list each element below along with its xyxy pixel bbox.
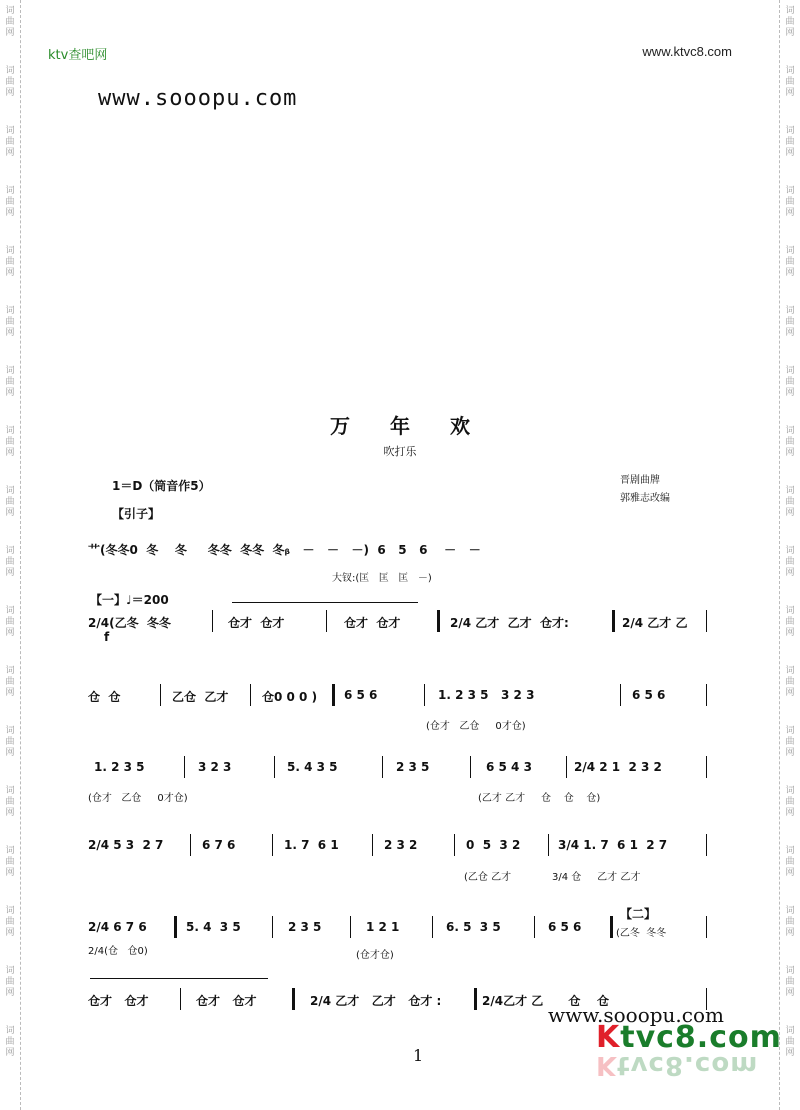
barline [620, 684, 621, 706]
score-row-5-percussion-a: (乙仓 乙才 [464, 872, 512, 883]
side-watermark-text: 词 曲 网 [785, 546, 795, 578]
side-watermark-text: 词 曲 网 [5, 846, 15, 878]
side-watermark-text: 词 曲 网 [5, 246, 15, 278]
side-watermark-text: 词 曲 网 [5, 666, 15, 698]
score-row-5-f: 3/4 1. 7 6 1 2 7 [558, 838, 668, 852]
barline-double [610, 916, 613, 938]
side-watermark-text: 词 曲 网 [785, 966, 795, 998]
score-row-6-b: 5. 4 3 5 [186, 920, 241, 934]
side-watermark-text: 词 曲 网 [785, 486, 795, 518]
side-watermark-text: 词 曲 网 [5, 306, 15, 338]
score-row-6-e: 6. 5 3 5 [446, 920, 501, 934]
score-row-4-c: 5. 4 3 5 [287, 760, 338, 774]
score-row-4-percussion-b: (乙才 乙才 仓 仓 仓) [478, 793, 601, 804]
score-row-3-percussion: (仓才 乙仓 0才仓) [426, 721, 526, 732]
barline [212, 610, 213, 632]
score-row-7-d: 2/4乙才 乙 仓 仓 [482, 994, 610, 1008]
barline [432, 916, 433, 938]
score-row-3-a: 仓 仓 [88, 690, 121, 704]
score-row-3-d: 6 5 6 [344, 688, 378, 702]
score-row-7-b: 仓才 仓才 [196, 994, 257, 1008]
score-row-6-a: 2/4 6 7 6 [88, 920, 147, 934]
side-watermark-text: 词 曲 网 [785, 6, 795, 38]
score-row-7-c: 2/4 乙才 乙才 仓才 : [310, 994, 442, 1008]
side-watermark-text: 词 曲 网 [785, 126, 795, 158]
side-watermark-text: 词 曲 网 [5, 606, 15, 638]
score-row-6-percussion-c: (仓才仓) [356, 950, 394, 961]
score-row-1: 艹(冬冬0 冬 冬 冬冬 冬冬 冬ᵦ － － －) 6 5 6 － － [88, 543, 481, 557]
side-watermark-text: 词 曲 网 [5, 726, 15, 758]
side-watermark-text: 词 曲 网 [785, 66, 795, 98]
header-url[interactable]: www.ktvc8.com [642, 44, 732, 59]
slur-line [232, 602, 418, 603]
score-row-2-b: 仓才 仓才 [228, 616, 285, 630]
side-watermark-text: 词 曲 网 [785, 366, 795, 398]
barline [350, 916, 351, 938]
barline [706, 916, 707, 938]
page-title: 万年欢 [330, 414, 510, 438]
barline [548, 834, 549, 856]
barline [424, 684, 425, 706]
side-watermark-text: 词 曲 网 [785, 246, 795, 278]
barline [272, 916, 273, 938]
barline [706, 610, 707, 632]
side-watermark-text: 词 曲 网 [785, 906, 795, 938]
barline [160, 684, 161, 706]
score-row-4-f: 2/4 2 1 2 3 2 [574, 760, 662, 774]
score-row-2-c: 仓才 仓才 [344, 616, 401, 630]
side-watermark-text: 词 曲 网 [5, 1026, 15, 1058]
repeat-barline [612, 610, 615, 632]
side-watermark-text: 词 曲 网 [785, 186, 795, 218]
barline [190, 834, 191, 856]
barline [454, 834, 455, 856]
side-watermark-text: 词 曲 网 [5, 546, 15, 578]
side-watermark-text: 词 曲 网 [785, 306, 795, 338]
score-row-4-d: 2 3 5 [396, 760, 430, 774]
score-row-2-a: 2/4(乙冬 冬冬 [88, 616, 171, 630]
ktvc8-logo-reflection: Ktvc8.com [596, 1050, 759, 1080]
score-row-4-e: 6 5 4 3 [486, 760, 532, 774]
side-watermark-text: 词 曲 网 [5, 66, 15, 98]
barline [566, 756, 567, 778]
barline [326, 610, 327, 632]
score-row-3-c: 仓0 0 0 ) [262, 690, 318, 704]
score-row-5-e: 0 5 3 2 [466, 838, 521, 852]
barline [706, 834, 707, 856]
barline-double [174, 916, 177, 938]
side-watermark-text: 词 曲 网 [785, 846, 795, 878]
barline [706, 684, 707, 706]
credit-line-2: 郭雅志改编 [620, 493, 670, 504]
barline [274, 756, 275, 778]
side-watermark-text: 词 曲 网 [5, 126, 15, 158]
page-number: 1 [413, 1046, 424, 1065]
score-row-1-percussion: 大钗:(匡 匡 匡 －) [332, 573, 432, 584]
score-row-4-a: 1. 2 3 5 [94, 760, 145, 774]
side-watermark-text: 词 曲 网 [5, 366, 15, 398]
score-row-6-f: 6 5 6 [548, 920, 582, 934]
score-row-2-e: 2/4 乙才 乙 [622, 616, 688, 630]
side-watermark-text: 词 曲 网 [785, 726, 795, 758]
barline [272, 834, 273, 856]
side-watermark-text: 词 曲 网 [5, 486, 15, 518]
header-site-name[interactable]: ktv查吧网 [48, 48, 108, 63]
repeat-barline [474, 988, 477, 1010]
side-watermark-text: 词 曲 网 [785, 1026, 795, 1058]
dynamic-f: f [104, 630, 110, 644]
barline [372, 834, 373, 856]
side-watermark-text: 词 曲 网 [5, 426, 15, 458]
side-watermark-text: 词 曲 网 [5, 186, 15, 218]
barline [184, 756, 185, 778]
page-subtitle: 吹打乐 [383, 445, 417, 458]
side-watermark-text: 词 曲 网 [5, 786, 15, 818]
score-row-5-percussion-b: 3/4 仓 乙才 乙才 [552, 872, 641, 883]
barline [382, 756, 383, 778]
repeat-barline [332, 684, 335, 706]
section-two-label: 【二】 [620, 907, 657, 921]
credit-line-1: 晋剧曲牌 [620, 475, 660, 486]
score-row-5-b: 6 7 6 [202, 838, 236, 852]
side-watermark-text: 词 曲 网 [5, 906, 15, 938]
score-row-5-c: 1. 7 6 1 [284, 838, 339, 852]
ktvc8-logo[interactable]: Ktvc8.com [596, 1020, 782, 1055]
score-row-7-a: 仓才 仓才 [88, 994, 149, 1008]
repeat-barline [292, 988, 295, 1010]
barline [534, 916, 535, 938]
score-row-3-f: 6 5 6 [632, 688, 666, 702]
side-watermark-text: 词 曲 网 [5, 966, 15, 998]
score-row-6-percussion-a: (乙冬 冬冬 [616, 928, 667, 939]
score-row-6-c: 2 3 5 [288, 920, 322, 934]
repeat-barline [437, 610, 440, 632]
key-signature: 1＝D（筒音作5） [112, 479, 211, 493]
score-row-2-d: 2/4 乙才 乙才 仓才: [450, 616, 569, 630]
score-row-5-a: 2/4 5 3 2 7 [88, 838, 164, 852]
barline [250, 684, 251, 706]
side-watermark-text: 词 曲 网 [5, 6, 15, 38]
barline [706, 756, 707, 778]
barline [470, 756, 471, 778]
score-row-3-e: 1. 2 3 5 3 2 3 [438, 688, 535, 702]
score-row-4-b: 3 2 3 [198, 760, 232, 774]
footer-source-url: www.sooopu.com [548, 1003, 724, 1027]
slur-line [90, 978, 268, 979]
score-row-6-d: 1 2 1 [366, 920, 400, 934]
side-watermark-text: 词 曲 网 [785, 786, 795, 818]
score-row-6-percussion-b: 2/4(仓 仓0) [88, 946, 148, 957]
source-url: www.sooopu.com [98, 86, 298, 111]
score-row-3-b: 乙仓 乙才 [172, 690, 229, 704]
score-row-5-d: 2 3 2 [384, 838, 418, 852]
side-watermark-text: 词 曲 网 [785, 426, 795, 458]
barline [180, 988, 181, 1010]
section-one-label: 【一】♩＝200 [90, 593, 169, 607]
side-watermark-text: 词 曲 网 [785, 606, 795, 638]
side-watermark-text: 词 曲 网 [785, 666, 795, 698]
section-intro: 【引子】 [112, 507, 161, 521]
score-row-4-percussion-a: (仓才 乙仓 0才仓) [88, 793, 188, 804]
